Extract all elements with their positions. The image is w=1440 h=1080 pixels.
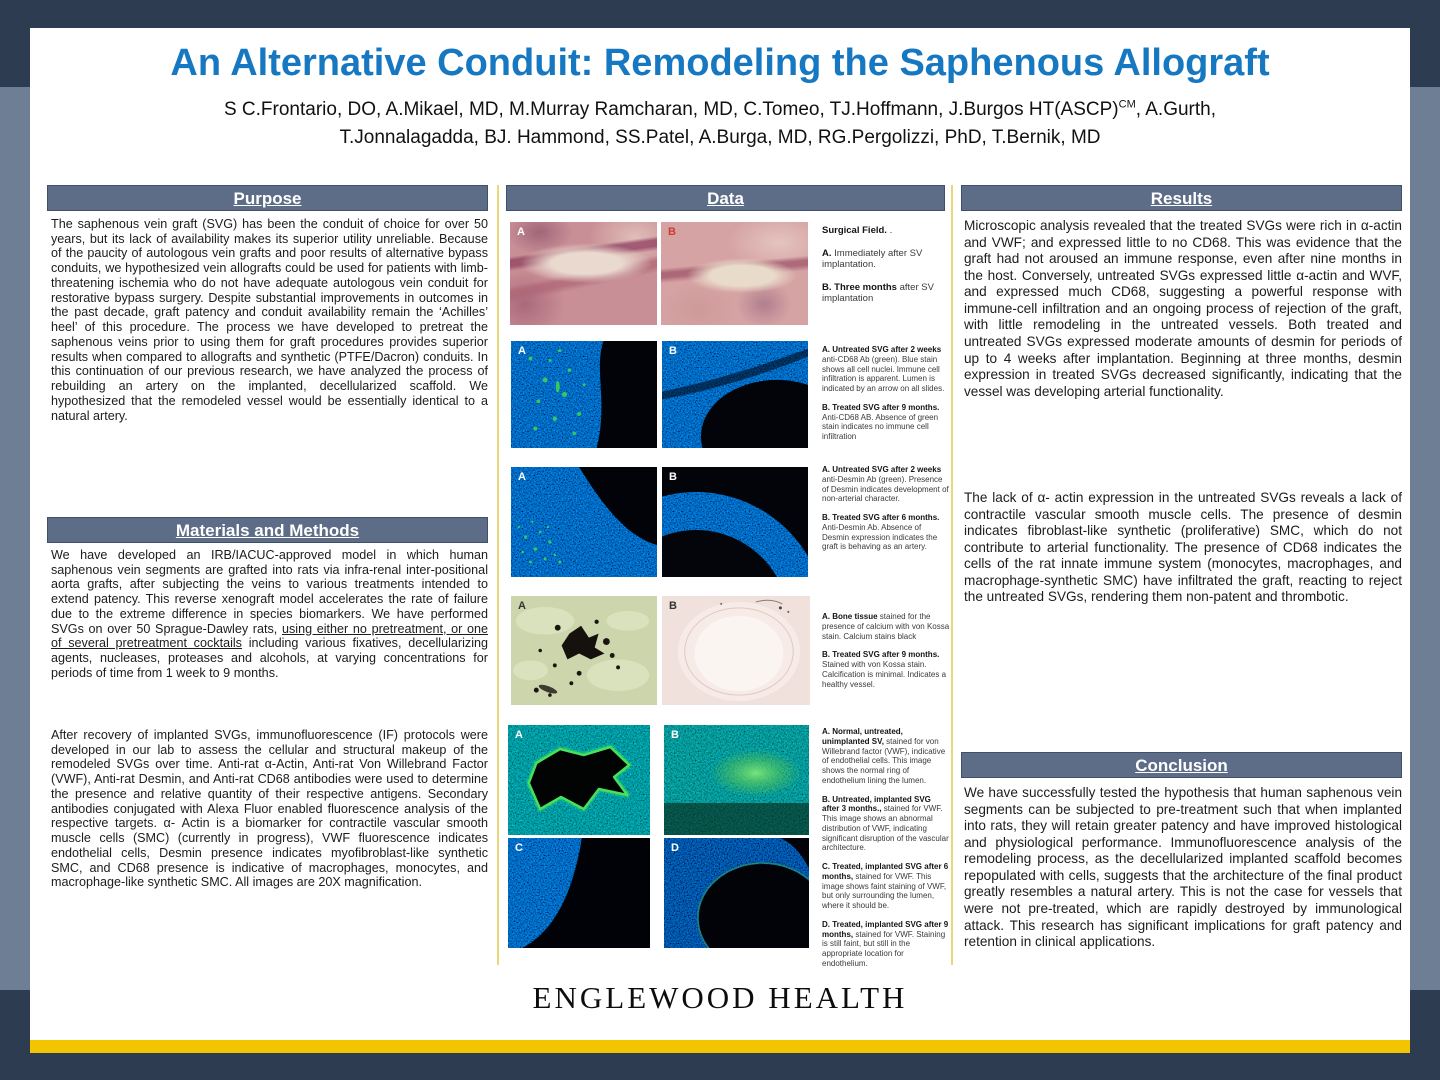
- authors-text-2: , A.Gurth,: [1135, 99, 1216, 120]
- surgical-photo-immediate: [510, 222, 657, 325]
- panel-label-a: A: [518, 600, 526, 612]
- micrograph-vwf-normal: [508, 725, 650, 835]
- caption-vwf: A. Normal, untreated, unimplanted SV, stained for von Willebrand factor (VWF), indicative of endothelial cells. This image shows the normal ring of endothelium lining the lumen. B. Untreated, implanted SVG after 3 months., stained for VWF. This image shows an abnormal distribution of VWF, indicating significant disruption of the vascular architecture. C. Treated, implanted SVG after 6 months, stained for VWF. This image shows faint staining of VWF, but only surrounding the lumen, where it should be. D. Treated, implanted SVG after 9 months, stained for VWF. Staining is still faint, but still in the appropriate location for endothelium.: [822, 727, 949, 968]
- panel-label-a: A: [518, 471, 526, 483]
- micrograph-cd68-treated: [662, 341, 808, 448]
- poster: [30, 28, 1410, 1040]
- micrograph-vonkossa-treated: [662, 596, 810, 705]
- micrograph-cd68-untreated: [511, 341, 657, 448]
- micrograph-desmin-untreated: [511, 467, 657, 577]
- micrograph-vwf-untreated-3mo: [664, 725, 809, 835]
- frame-left-band: [0, 87, 30, 990]
- panel-label-a: A: [517, 226, 525, 238]
- methods-p1-underlined: using either no pretreatment, or one of several pretreatment cocktails: [51, 621, 488, 651]
- authors-text-3: T.Jonnalagadda, BJ. Hammond, SS.Patel, A.Burga, MD, RG.Pergolizzi, PhD, T.Bernik, MD: [339, 126, 1101, 148]
- column-separator-right: [951, 185, 953, 965]
- micrograph-vwf-treated-9mo: [664, 838, 809, 948]
- panel-label-b: B: [671, 729, 679, 741]
- caption-vonkossa: A. Bone tissue stained for the presence of calcium with von Kossa stain. Calcium stains black B. Treated SVG after 9 months. Stained with von Kossa stain. Calcification is minimal. Indicates a healthy vessel.: [822, 612, 950, 689]
- panel-label-b: B: [669, 471, 677, 483]
- panel-label-b: B: [669, 600, 677, 612]
- panel-label-b: B: [669, 345, 677, 357]
- englewood-health-logo: ENGLEWOOD HEALTH: [532, 980, 908, 1015]
- results-paragraph-2: The lack of α- actin expression in the untreated SVGs reveals a lack of contractile vascular smooth muscle cells. The presence of desmin indicates fibroblast-like synthetic (proliferative) SMC, which do not contribute to arterial functionality. The presence of CD68 indicates the cells of the rat innate immune system (monocytes, macrophages, and macrophage-synthetic SMC) have infiltrated the graft, reacting to reject the untreated SVGs, rendering them non-patent and thrombotic.: [964, 490, 1402, 605]
- caption-surgical: Surgical Field. . A. Immediately after SV implantation. B. Three months after SV implantation: [822, 225, 934, 305]
- section-header-purpose: Purpose: [47, 185, 488, 211]
- caption-cd68: A. Untreated SVG after 2 weeks anti-CD68 Ab (green). Blue stain shows all cell nuclei. Immune cell infiltration is apparent. Lumen is indicated by an arrow on all slides. B. Treated SVG after 9 months. Anti-CD68 AB. Absence of green stain indicates no immune cell infiltration: [822, 345, 945, 441]
- column-separator-left: [497, 185, 499, 965]
- panel-label-c: C: [515, 842, 523, 854]
- section-header-data: Data: [506, 185, 945, 211]
- gold-stripe: [30, 1040, 1410, 1053]
- authors-superscript: CM: [1118, 98, 1136, 111]
- panel-label-d: D: [671, 842, 679, 854]
- results-paragraph-1: Microscopic analysis revealed that the treated SVGs were rich in α-actin and VWF; and expressed little to no CD68. This was evidence that the graft had not aroused an immune response, even after nine months in the host. Conversely, untreated SVGs expressed little α-actin and WVF, and expressed much CD68, suggesting a powerful response with immune-cell infiltration and an ongoing process of rejection of the graft, with little remodeling in the untreated vessels. Both treated and untreated SVGs expressed moderate amounts of desmin for periods of up to 4 weeks after implantation. Beginning at three months, desmin expression in treated SVGs decreased significantly, indicating that the vessel was developing arterial functionality.: [964, 218, 1402, 399]
- section-header-results: Results: [961, 185, 1402, 211]
- panel-label-a: A: [515, 729, 523, 741]
- conclusion-body: We have successfully tested the hypothesis that human saphenous vein segments can be subjected to pre-treatment such that when implanted into rats, they will retain greater patency and have improved histological and physiological performance. Immunofluorescence analysis of the remodeling process, as the decellularized implanted scaffold becomes repopulated with cells, suggests that the architecture of the final product greatly resembles a natural artery. This is not the case for vessels that were not pre-treated, which are rapidly destroyed by immunological attack. This research has significant implications for graft patency and retention in clinical applications.: [964, 785, 1402, 950]
- caption-desmin: A. Untreated SVG after 2 weeks anti-Desmin Ab (green). Presence of Desmin indicates development of non-arterial character. B. Treated SVG after 6 months. Anti-Desmin Ab. Absence of Desmin expression indicates the graft is behaving as an artery.: [822, 465, 949, 552]
- poster-title: An Alternative Conduit: Remodeling the Saphenous Allograft: [170, 42, 1270, 84]
- section-header-conclusion: Conclusion: [961, 752, 1402, 778]
- surgical-photo-three-months: [661, 222, 808, 325]
- micrograph-desmin-treated: [662, 467, 808, 577]
- micrograph-vonkossa-bone: [511, 596, 657, 705]
- authors-line: [30, 96, 1410, 151]
- methods-paragraph-1: [51, 548, 488, 681]
- panel-label-a: A: [518, 345, 526, 357]
- authors-text-1: S C.Frontario, DO, A.Mikael, MD, M.Murray Ramcharan, MD, C.Tomeo, TJ.Hoffmann, J.Burgos HT(ASCP): [223, 99, 1119, 120]
- methods-p1-text: We have developed an IRB/IACUC-approved model in which human saphenous vein segments are grafted into rats via infra-renal inter-positional aorta grafts, after subjecting the veins to various treatments intended to extend patency. This reverse xenograft model accelerates the rate of failure due to the extreme difference in species biomarkers. We have performed SVGs on over 50 Sprague-Dawley rats,: [51, 548, 488, 636]
- methods-paragraph-2: After recovery of implanted SVGs, immunofluorescence (IF) protocols were developed in our lab to assess the cellular and structural makeup of the remodeled SVGs over time. Anti-rat α-Actin, Anti-rat Von Willebrand Factor (VWF), Anti-rat Desmin, and Anti-rat CD68 antibodies were used to determine the presence and relative quantity of their respective antigens. Secondary antibodies conjugated with Alexa Fluor enabled fluorescence analysis of the respective targets. α- Actin is a biomarker for contractile vascular smooth muscle cells (SMC) (currently in progress), VWF fluorescence indicates endothelial cells, Desmin presence indicates myofibroblast-like synthetic SMC, and CD68 presence is indicative of macrophages, monocytes, and macrophage-like synthetic SMC. All images are 20X magnification.: [51, 728, 488, 890]
- section-header-methods: Materials and Methods: [47, 517, 488, 543]
- purpose-body: The saphenous vein graft (SVG) has been the conduit of choice for over 50 years, but its lack of availability makes its superior utility unreliable. Because of the paucity of autologous vein grafts and poor results of alternative bypass conduits, we hypothesized vein allografts could be used for patients with limb-threatening ischemia who do not have adequate autologous vein conduit for restorative bypass surgery. Despite substantial improvements in outcomes in the past decade, graft patency and conduit availability remain the ‘Achilles’ heel’ of this procedure. The process we have developed to pretreat the saphenous veins prior to using them for graft procedures provides superior results when compared to allografts and synthetic (PTFE/Dacron) conduits. In this continuation of our previous research, we have analyzed the process of rebuilding an artery on the implanted, decellularized scaffold. We hypothesized that the remodeled vessel would be essentially identical to a natural artery.: [51, 217, 488, 423]
- micrograph-vwf-treated-6mo: [508, 838, 650, 948]
- frame-right-band: [1410, 87, 1440, 990]
- panel-label-b: B: [668, 226, 676, 238]
- methods-p1-text-2: including various fixatives, decellularizing agents, nucleases, proteases and alcohols, at varying concentrations for periods of time from 1 week to 9 months.: [51, 636, 488, 680]
